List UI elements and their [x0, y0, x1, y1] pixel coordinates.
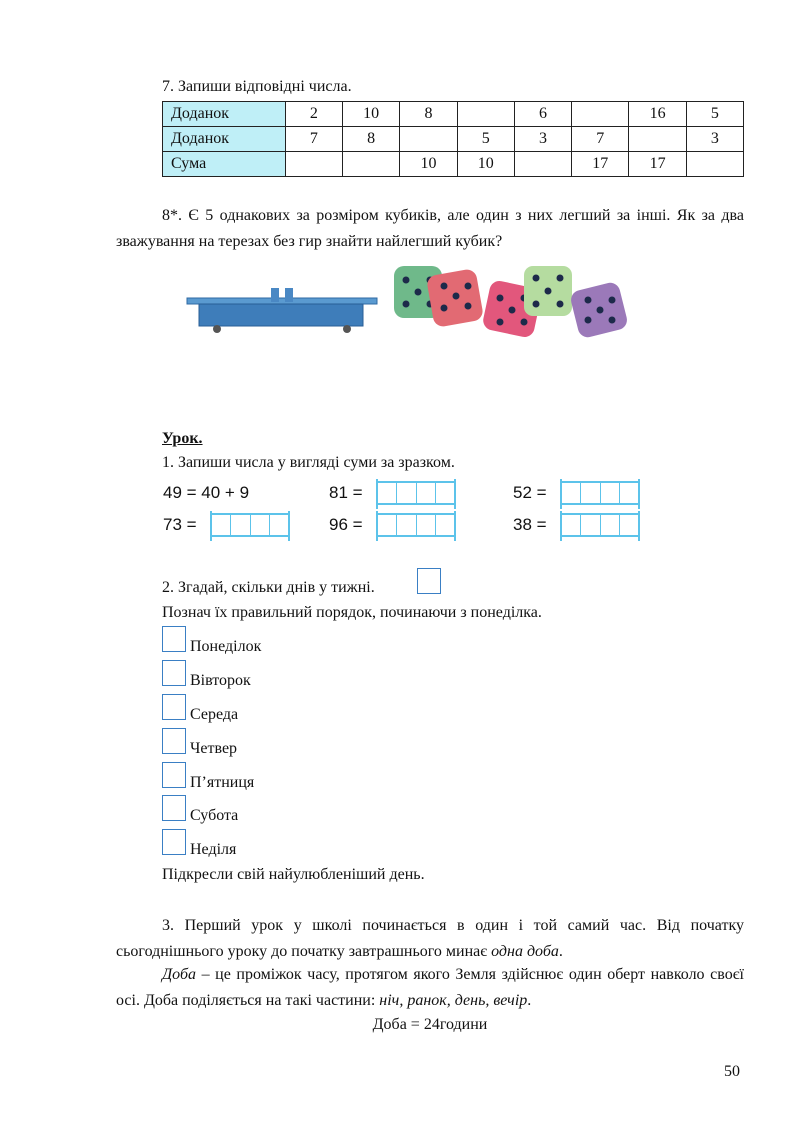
- table-cell: 10: [343, 102, 400, 127]
- task3-p2-italic-parts: ніч, ранок, день, вечір: [379, 992, 528, 1009]
- task3-p2-end: .: [527, 992, 532, 1009]
- lesson-task2-footer: Підкресли свій найулюбленіший день.: [162, 866, 425, 883]
- equation-81: 81 =: [329, 483, 363, 502]
- lesson-task3-paragraph2: [116, 962, 744, 1014]
- row-label: Доданок: [163, 102, 286, 127]
- task8-line1: 8*. Є 5 однакових за розміром кубиків, але один з них легший за інші.: [162, 207, 671, 224]
- day-label-monday: Понеділок: [190, 638, 262, 655]
- answer-boxes-81[interactable]: [376, 481, 456, 505]
- task8-text: [116, 203, 744, 255]
- table-cell[interactable]: [343, 152, 400, 177]
- red-die-icon: [426, 268, 484, 328]
- lesson-task3-paragraph1: [116, 913, 744, 965]
- day-order-box-monday[interactable]: [162, 626, 186, 652]
- days-count-box[interactable]: [417, 568, 441, 594]
- light-green-die-icon: [524, 266, 572, 316]
- lesson-heading: Урок.: [162, 430, 203, 447]
- table-row: [163, 102, 744, 127]
- table-cell: 5: [457, 127, 514, 152]
- day-label-saturday: Субота: [190, 807, 239, 824]
- lesson-task2-title: 2. Згадай, скільки днів у тижні.: [162, 579, 375, 596]
- table-cell: 2: [285, 102, 342, 127]
- day-order-box-thursday[interactable]: [162, 728, 186, 754]
- addition-table: [162, 101, 744, 177]
- table-cell: 7: [285, 127, 342, 152]
- day-order-box-friday[interactable]: [162, 762, 186, 788]
- task3-p1-text: 3. Перший урок у школі починається в один і той самий час. Від початку сьогоднішнього уроку до початку завтрашнього минає: [116, 917, 744, 960]
- lesson-task1-title: 1. Запиши числа у вигляді суми за зразком.: [162, 454, 455, 471]
- task8-line2: Як за два зважування на терезах без гир знайти найлегший кубик?: [116, 207, 744, 250]
- page-number: 50: [724, 1063, 740, 1080]
- task3-p2-italic-term: Доба: [162, 966, 197, 983]
- table-cell: 3: [514, 127, 571, 152]
- day-label-sunday: Неділя: [190, 841, 237, 858]
- table-cell: 8: [400, 102, 457, 127]
- day-formula: Доба = 24години: [372, 1016, 488, 1033]
- table-cell: 6: [514, 102, 571, 127]
- table-cell[interactable]: [514, 152, 571, 177]
- table-cell: 10: [400, 152, 457, 177]
- table-cell[interactable]: [629, 127, 686, 152]
- day-label-wednesday: Середа: [190, 706, 239, 723]
- equation-96: 96 =: [329, 515, 363, 534]
- row-label: Сума: [163, 152, 286, 177]
- table-cell: 8: [343, 127, 400, 152]
- day-order-box-sunday[interactable]: [162, 829, 186, 855]
- table-cell: 17: [629, 152, 686, 177]
- day-label-thursday: Четвер: [190, 740, 238, 757]
- equation-38: 38 =: [513, 515, 547, 534]
- answer-boxes-73[interactable]: [210, 513, 290, 537]
- day-label-friday: П’ятниця: [190, 774, 255, 791]
- table-cell[interactable]: [572, 102, 629, 127]
- day-label-tuesday: Вівторок: [190, 672, 251, 689]
- table-cell: 5: [686, 102, 743, 127]
- answer-boxes-52[interactable]: [560, 481, 640, 505]
- task3-p2-text: – це проміжок часу, протягом якого Земля здійснює один оберт навколо своєї осі. Доба поділяється на такі частини:: [116, 966, 744, 1009]
- table-cell[interactable]: [400, 127, 457, 152]
- answer-boxes-96[interactable]: [376, 513, 456, 537]
- row-label: Доданок: [163, 127, 286, 152]
- dice-group: [390, 258, 640, 340]
- table-cell: 10: [457, 152, 514, 177]
- lesson-task2-subtitle: Познач їх правильний порядок, починаючи з понеділка.: [162, 604, 542, 621]
- day-order-box-tuesday[interactable]: [162, 660, 186, 686]
- answer-boxes-38[interactable]: [560, 513, 640, 537]
- equation-73: 73 =: [163, 515, 197, 534]
- table-row: [163, 152, 744, 177]
- example-equation: 49 = 40 + 9: [163, 483, 250, 502]
- table-cell: 16: [629, 102, 686, 127]
- task7-title: 7. Запиши відповідні числа.: [162, 78, 352, 95]
- task3-p1-end: .: [558, 943, 563, 960]
- table-cell[interactable]: [686, 152, 743, 177]
- table-cell: 3: [686, 127, 743, 152]
- equation-52: 52 =: [513, 483, 547, 502]
- table-row: [163, 127, 744, 152]
- day-order-box-wednesday[interactable]: [162, 694, 186, 720]
- day-order-box-saturday[interactable]: [162, 795, 186, 821]
- scale-icon: [185, 284, 380, 336]
- task3-p1-italic: одна доба: [491, 943, 559, 960]
- purple-die-icon: [569, 281, 629, 340]
- table-cell[interactable]: [285, 152, 342, 177]
- table-cell: 17: [572, 152, 629, 177]
- table-cell: 7: [572, 127, 629, 152]
- table-cell[interactable]: [457, 102, 514, 127]
